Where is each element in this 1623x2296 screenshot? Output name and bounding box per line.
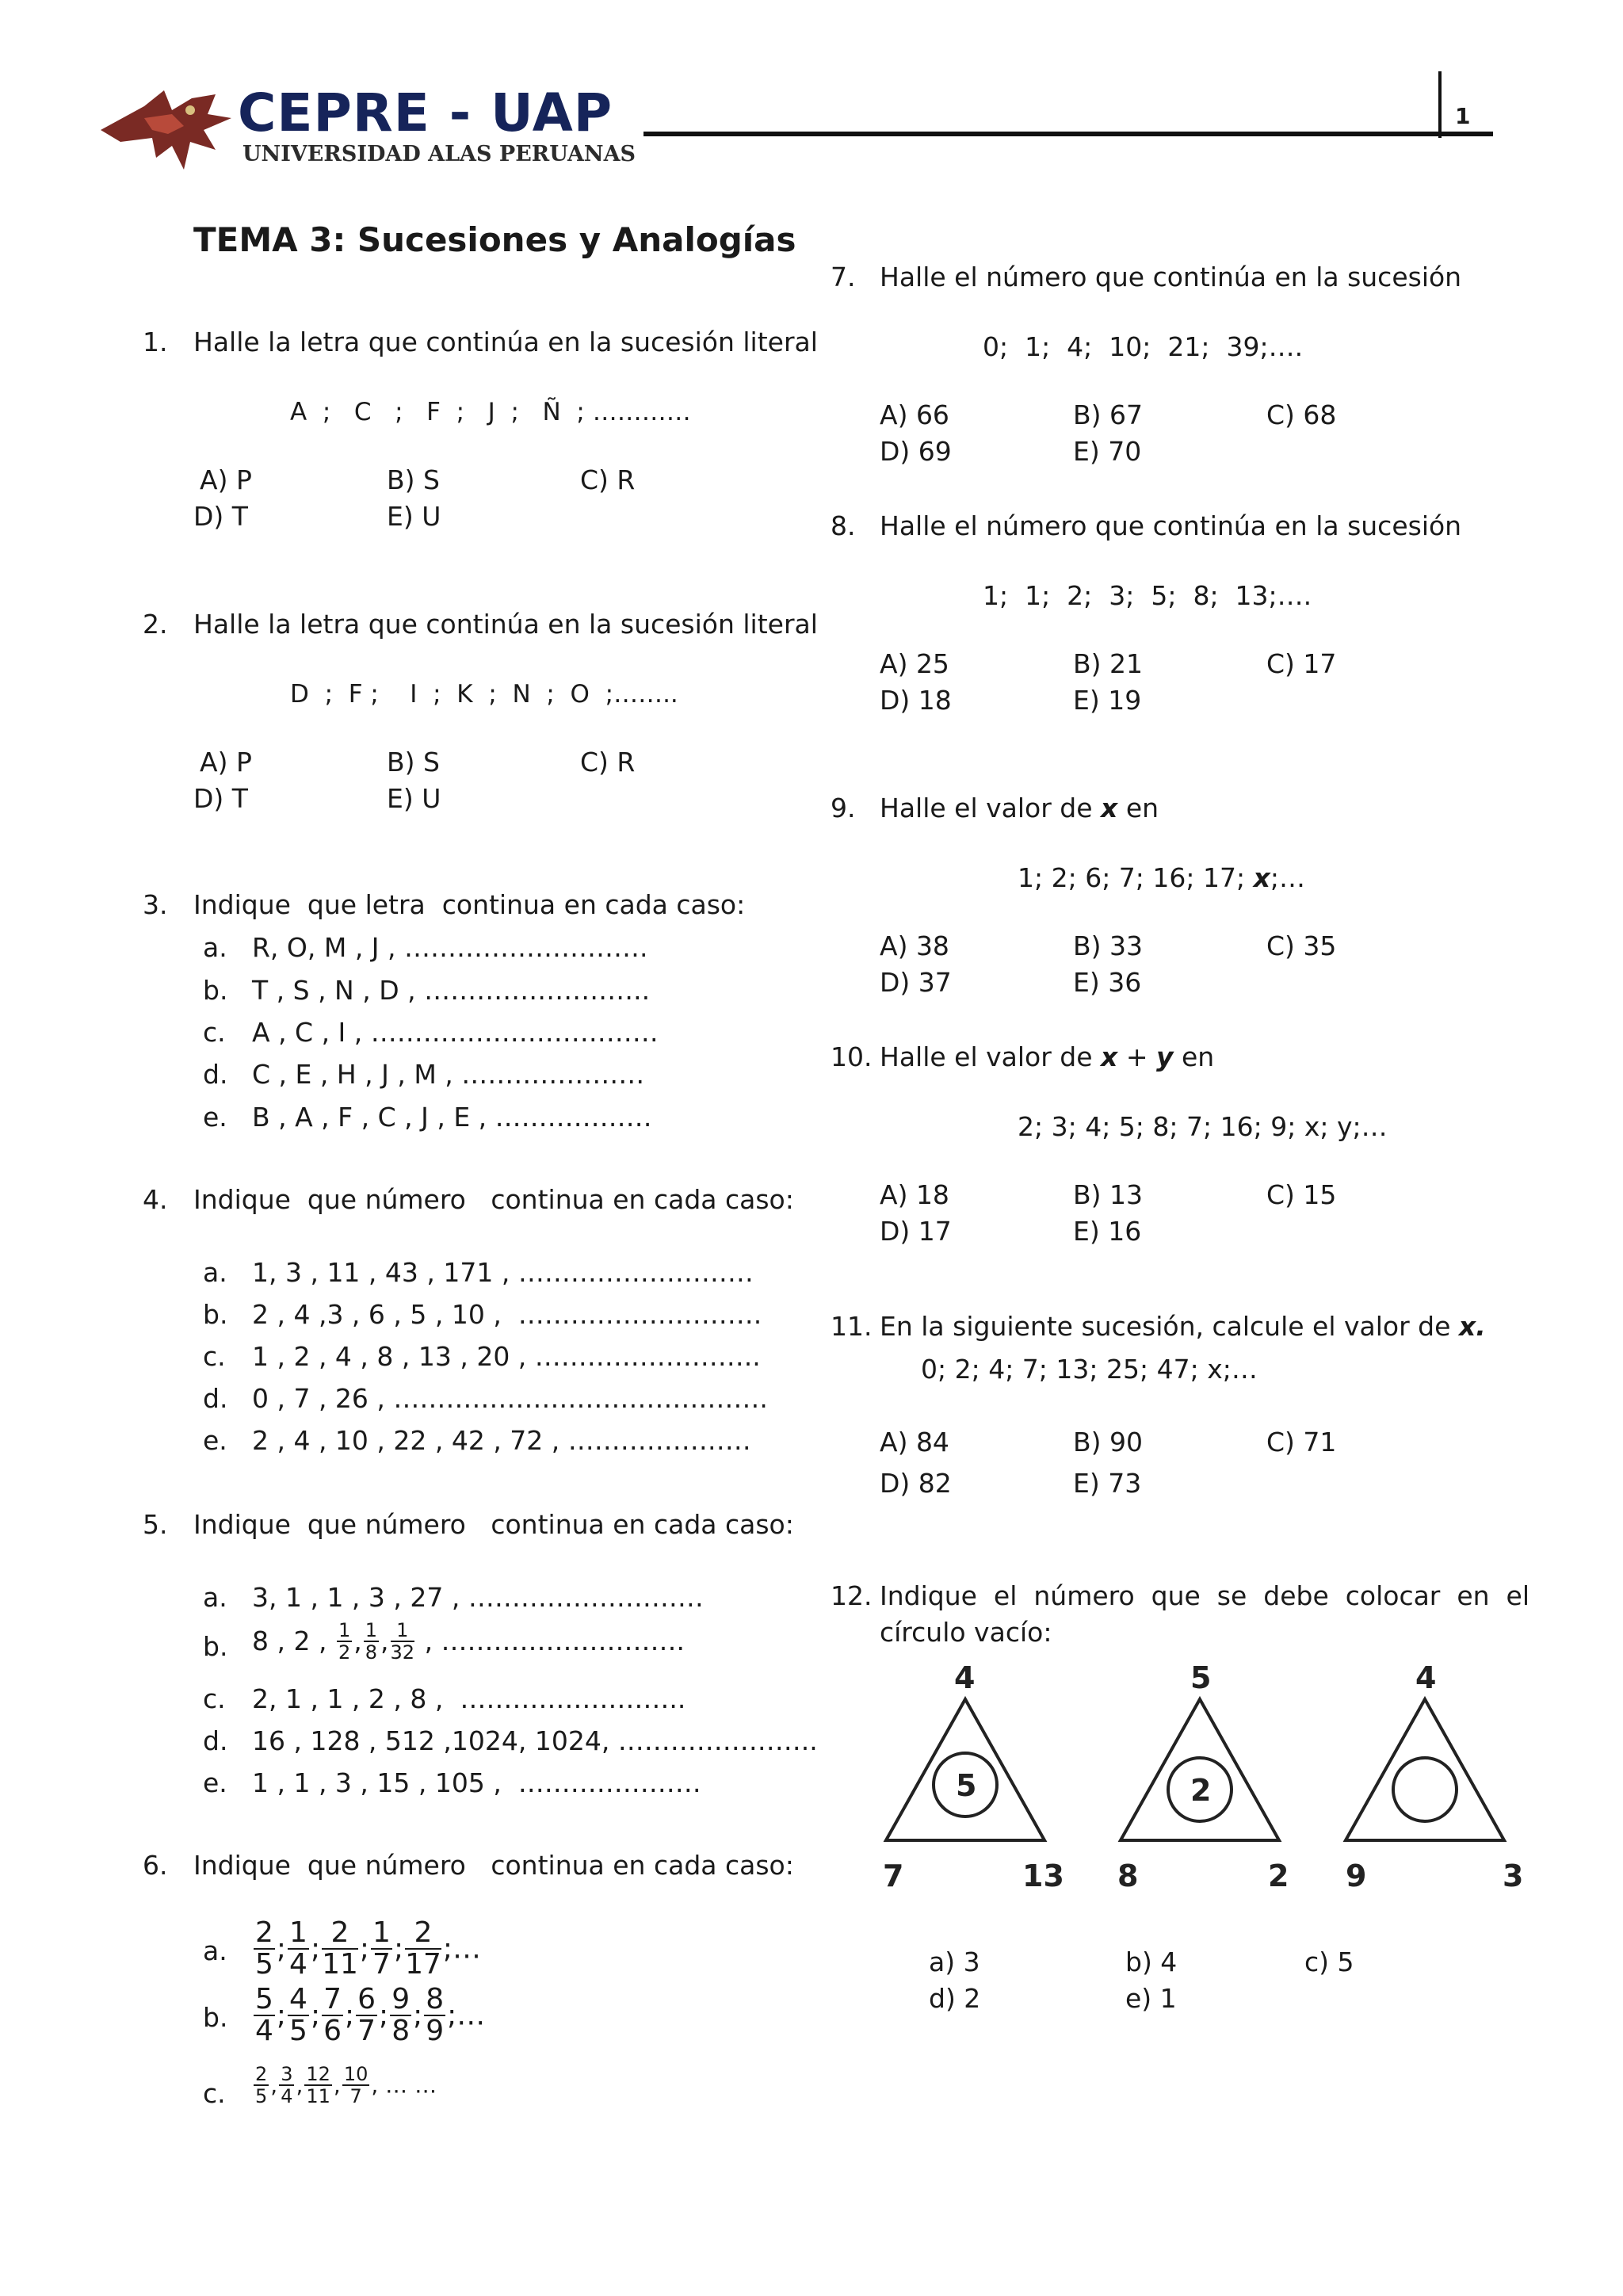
option-e: E) 36	[1073, 967, 1142, 998]
separator: ;	[276, 1932, 287, 1966]
triangle	[1346, 1699, 1504, 1840]
question-number: 11.	[831, 1311, 873, 1342]
page-number: 1	[1455, 103, 1471, 129]
item-text: 0 , 7 , 26 , …………………………………….	[252, 1383, 768, 1414]
question-number: 6.	[143, 1850, 168, 1881]
triangle-right-number: 2	[1268, 1859, 1289, 1893]
option-a: A) P	[200, 747, 252, 777]
separator: ;	[359, 1932, 370, 1966]
option-a: A) 38	[880, 930, 949, 961]
header	[0, 0, 1623, 190]
question-text: Indique que número continua en cada caso:	[193, 1850, 794, 1881]
triangle-right-number: 13	[1022, 1859, 1064, 1893]
question-number: 7.	[831, 262, 856, 292]
item-text: 3, 1 , 1 , 3 , 27 , ………………………	[252, 1582, 704, 1613]
sequence: A ; C ; F ; J ; Ñ ; …………	[290, 398, 691, 426]
fraction: $\frac{1}{2}$	[338, 1619, 351, 1664]
question-text: Indique que número continua en cada caso:	[193, 1184, 794, 1215]
item-text: R, O, M , J , ……………………….	[252, 932, 648, 963]
item-label: e.	[203, 1425, 227, 1456]
triangle-top-number: 4	[954, 1660, 976, 1695]
fraction-row-c	[252, 2064, 437, 2107]
option-c: C) 68	[1266, 399, 1337, 430]
option-a: A) 66	[880, 399, 949, 430]
fraction: $\frac{9}{8}$	[391, 1983, 411, 2047]
logo-title: CEPRE - UAP	[238, 82, 613, 143]
eagle-logo-icon	[97, 82, 239, 178]
option-d: D) 37	[880, 967, 952, 998]
fraction: $\frac{5}{4}$	[255, 1983, 273, 2047]
option-b: B) 67	[1073, 399, 1143, 430]
option-d: D) 17	[880, 1216, 952, 1247]
fraction: $\frac{10}{7}$	[343, 2063, 369, 2107]
page-title: TEMA 3: Sucesiones y Analogías	[193, 220, 796, 259]
option-d: d) 2	[929, 1983, 981, 2014]
question-text: Halle la letra que continúa en la sucesión literal	[193, 327, 818, 357]
question-number: 9.	[831, 793, 856, 823]
fraction: $\frac{7}{6}$	[323, 1983, 342, 2047]
fraction: $\frac{1}{8}$	[365, 1619, 378, 1664]
item-label: b.	[203, 1299, 228, 1330]
sequence: D ; F ; I ; K ; N ; O ;……..	[290, 680, 678, 709]
triangle-left-number: 9	[1346, 1859, 1367, 1893]
option-a: a) 3	[929, 1946, 980, 1977]
item-text: A , C , I , ……………………………	[252, 1017, 659, 1048]
option-c: C) 35	[1266, 930, 1337, 961]
sequence: 1; 2; 6; 7; 16; 17; x;…	[1018, 862, 1306, 893]
option-a: A) 18	[880, 1179, 949, 1210]
empty-circle	[1393, 1758, 1457, 1821]
separator: ;	[310, 1999, 321, 2032]
item-label: e.	[203, 1767, 227, 1798]
triangle-center-number: 5	[956, 1768, 977, 1803]
fraction: $\frac{2}{17}$	[405, 1916, 441, 1981]
item-text: 1, 3 , 11 , 43 , 171 , ………………………	[252, 1257, 754, 1288]
question-number: 8.	[831, 510, 856, 541]
item-label: c.	[203, 1341, 226, 1372]
question-number: 4.	[143, 1184, 168, 1215]
separator: ;	[413, 1999, 423, 2032]
triangle-right-number: 3	[1503, 1859, 1524, 1893]
fraction: $\frac{2}{11}$	[322, 1916, 358, 1981]
item-label: c.	[203, 1683, 226, 1714]
option-b: B) 33	[1073, 930, 1143, 961]
triangle	[1121, 1699, 1279, 1840]
fraction: $\frac{6}{7}$	[357, 1983, 376, 2047]
fraction: $\frac{2}{5}$	[255, 2063, 268, 2107]
option-b: B) S	[387, 464, 440, 495]
item-label: b.	[203, 2002, 228, 2033]
option-a: A) 84	[880, 1427, 949, 1457]
question-number: 10.	[831, 1041, 873, 1072]
option-d: D) 18	[880, 685, 952, 716]
sequence-tail: ;…	[442, 1932, 482, 1966]
fraction: $\frac{1}{7}$	[372, 1916, 391, 1981]
item-label: b.	[203, 975, 228, 1006]
option-e: E) 70	[1073, 436, 1142, 467]
fraction-row-b	[252, 1985, 485, 2046]
item-text: 1 , 1 , 3 , 15 , 105 , …………………	[252, 1767, 701, 1798]
question-text: Halle la letra que continúa en la sucesión literal	[193, 609, 818, 640]
sequence: 0; 1; 4; 10; 21; 39;….	[983, 331, 1304, 362]
item-label: e.	[203, 1102, 227, 1133]
separator: ,	[333, 2072, 341, 2099]
option-b: B) S	[387, 747, 440, 777]
option-d: D) T	[193, 783, 248, 814]
question-text: Halle el número que continúa en la sucesión	[880, 510, 1462, 541]
sequence-tail: ;…	[447, 1999, 486, 2032]
separator: ;	[310, 1932, 321, 1966]
item-label: c.	[203, 1017, 226, 1048]
question-number: 5.	[143, 1509, 168, 1540]
option-e: E) U	[387, 501, 441, 532]
item-fraction-sequence: 8 , 2 , $\frac{1}{2}$ , $\frac{1}{8}$ , $\frac{1}{32}$ , ……………………….	[252, 1619, 685, 1664]
question-text: Indique que letra continua en cada caso:	[193, 889, 746, 920]
item-label: d.	[203, 1725, 228, 1756]
item-text: B , A , F , C , J , E , ………………	[252, 1102, 652, 1133]
fraction: $\frac{4}{5}$	[289, 1983, 307, 2047]
option-b: B) 90	[1073, 1427, 1143, 1457]
option-c: C) 17	[1266, 648, 1337, 679]
option-e: E) U	[387, 783, 441, 814]
option-c: c) 5	[1304, 1946, 1354, 1977]
question-text-line-1: Indique el número que se debe colocar en el	[880, 1580, 1530, 1611]
question-number: 2.	[143, 609, 168, 640]
fraction: $\frac{1}{4}$	[289, 1916, 307, 1981]
triangle-top-number: 4	[1415, 1660, 1437, 1695]
fraction: $\frac{8}{9}$	[426, 1983, 445, 2047]
separator: ;	[379, 1999, 389, 2032]
fraction: $\frac{12}{11}$	[306, 2063, 330, 2107]
option-a: A) P	[200, 464, 252, 495]
option-d: D) 69	[880, 436, 952, 467]
logo-subtitle: UNIVERSIDAD ALAS PERUANAS	[242, 142, 636, 166]
fraction: $\frac{2}{5}$	[255, 1916, 273, 1981]
item-label: d.	[203, 1383, 228, 1414]
triangle-left-number: 7	[883, 1859, 904, 1893]
question-number: 3.	[143, 889, 168, 920]
question-text: Halle el número que continúa en la sucesión	[880, 262, 1462, 292]
question-text: Halle el valor de x en	[880, 793, 1159, 823]
sequence: 1; 1; 2; 3; 5; 8; 13;….	[983, 580, 1312, 611]
item-label: d.	[203, 1059, 228, 1090]
option-d: D) 82	[880, 1468, 952, 1499]
fraction: $\frac{1}{32}$	[390, 1619, 415, 1664]
item-text: T , S , N , D , ……………………..	[252, 975, 651, 1006]
item-text: 16 , 128 , 512 ,1024, 1024, …………………..	[252, 1725, 818, 1756]
fraction-row-a	[252, 1918, 481, 1980]
header-vertical-bar	[1438, 71, 1442, 138]
triangle-top-number: 5	[1190, 1660, 1212, 1695]
header-rule	[643, 132, 1493, 136]
separator: ;	[345, 1999, 355, 2032]
item-text: 1 , 2 , 4 , 8 , 13 , 20 , ……………………..	[252, 1341, 761, 1372]
item-label: a.	[203, 932, 227, 963]
item-label: a.	[203, 1257, 227, 1288]
sequence: 2; 3; 4; 5; 8; 7; 16; 9; x; y;…	[1018, 1111, 1388, 1142]
option-c: C) 71	[1266, 1427, 1337, 1457]
sequence: 0; 2; 4; 7; 13; 25; 47; x;…	[921, 1354, 1258, 1385]
option-e: e) 1	[1125, 1983, 1177, 2014]
triangle-center-number: 2	[1190, 1773, 1212, 1808]
question-text-line-2: círculo vacío:	[880, 1617, 1052, 1648]
question-number: 12.	[831, 1580, 873, 1611]
option-a: A) 25	[880, 648, 949, 679]
option-c: C) R	[580, 464, 636, 495]
option-d: D) T	[193, 501, 248, 532]
question-text: En la siguiente sucesión, calcule el valor de x.	[880, 1311, 1486, 1342]
separator: ,	[296, 2072, 304, 2099]
option-b: b) 4	[1125, 1946, 1178, 1977]
fraction: $\frac{3}{4}$	[281, 2063, 293, 2107]
option-c: C) 15	[1266, 1179, 1337, 1210]
item-text: C , E , H , J , M , …………………	[252, 1059, 645, 1090]
separator: ;	[393, 1932, 404, 1966]
item-label: a.	[203, 1582, 227, 1613]
option-e: E) 73	[1073, 1468, 1142, 1499]
question-text: Halle el valor de x + y en	[880, 1041, 1215, 1072]
question-number: 1.	[143, 327, 168, 357]
triangles-figure	[872, 1653, 1537, 1907]
item-label: b.	[203, 1631, 228, 1662]
item-text: 2 , 4 , 10 , 22 , 42 , 72 , …………………	[252, 1425, 751, 1456]
option-e: E) 16	[1073, 1216, 1142, 1247]
separator: ;	[276, 1999, 287, 2032]
item-text: 2 , 4 ,3 , 6 , 5 , 10 , ……………………….	[252, 1299, 762, 1330]
option-b: B) 13	[1073, 1179, 1143, 1210]
item-text: 2, 1 , 1 , 2 , 8 , ……………………..	[252, 1683, 686, 1714]
option-c: C) R	[580, 747, 636, 777]
separator: ,	[270, 2072, 278, 2099]
triangle-left-number: 8	[1117, 1859, 1139, 1893]
option-e: E) 19	[1073, 685, 1142, 716]
item-label: c.	[203, 2078, 226, 2109]
item-label: a.	[203, 1935, 227, 1966]
option-b: B) 21	[1073, 648, 1143, 679]
question-text: Indique que número continua en cada caso:	[193, 1509, 794, 1540]
sequence-tail: , … …	[371, 2072, 437, 2099]
